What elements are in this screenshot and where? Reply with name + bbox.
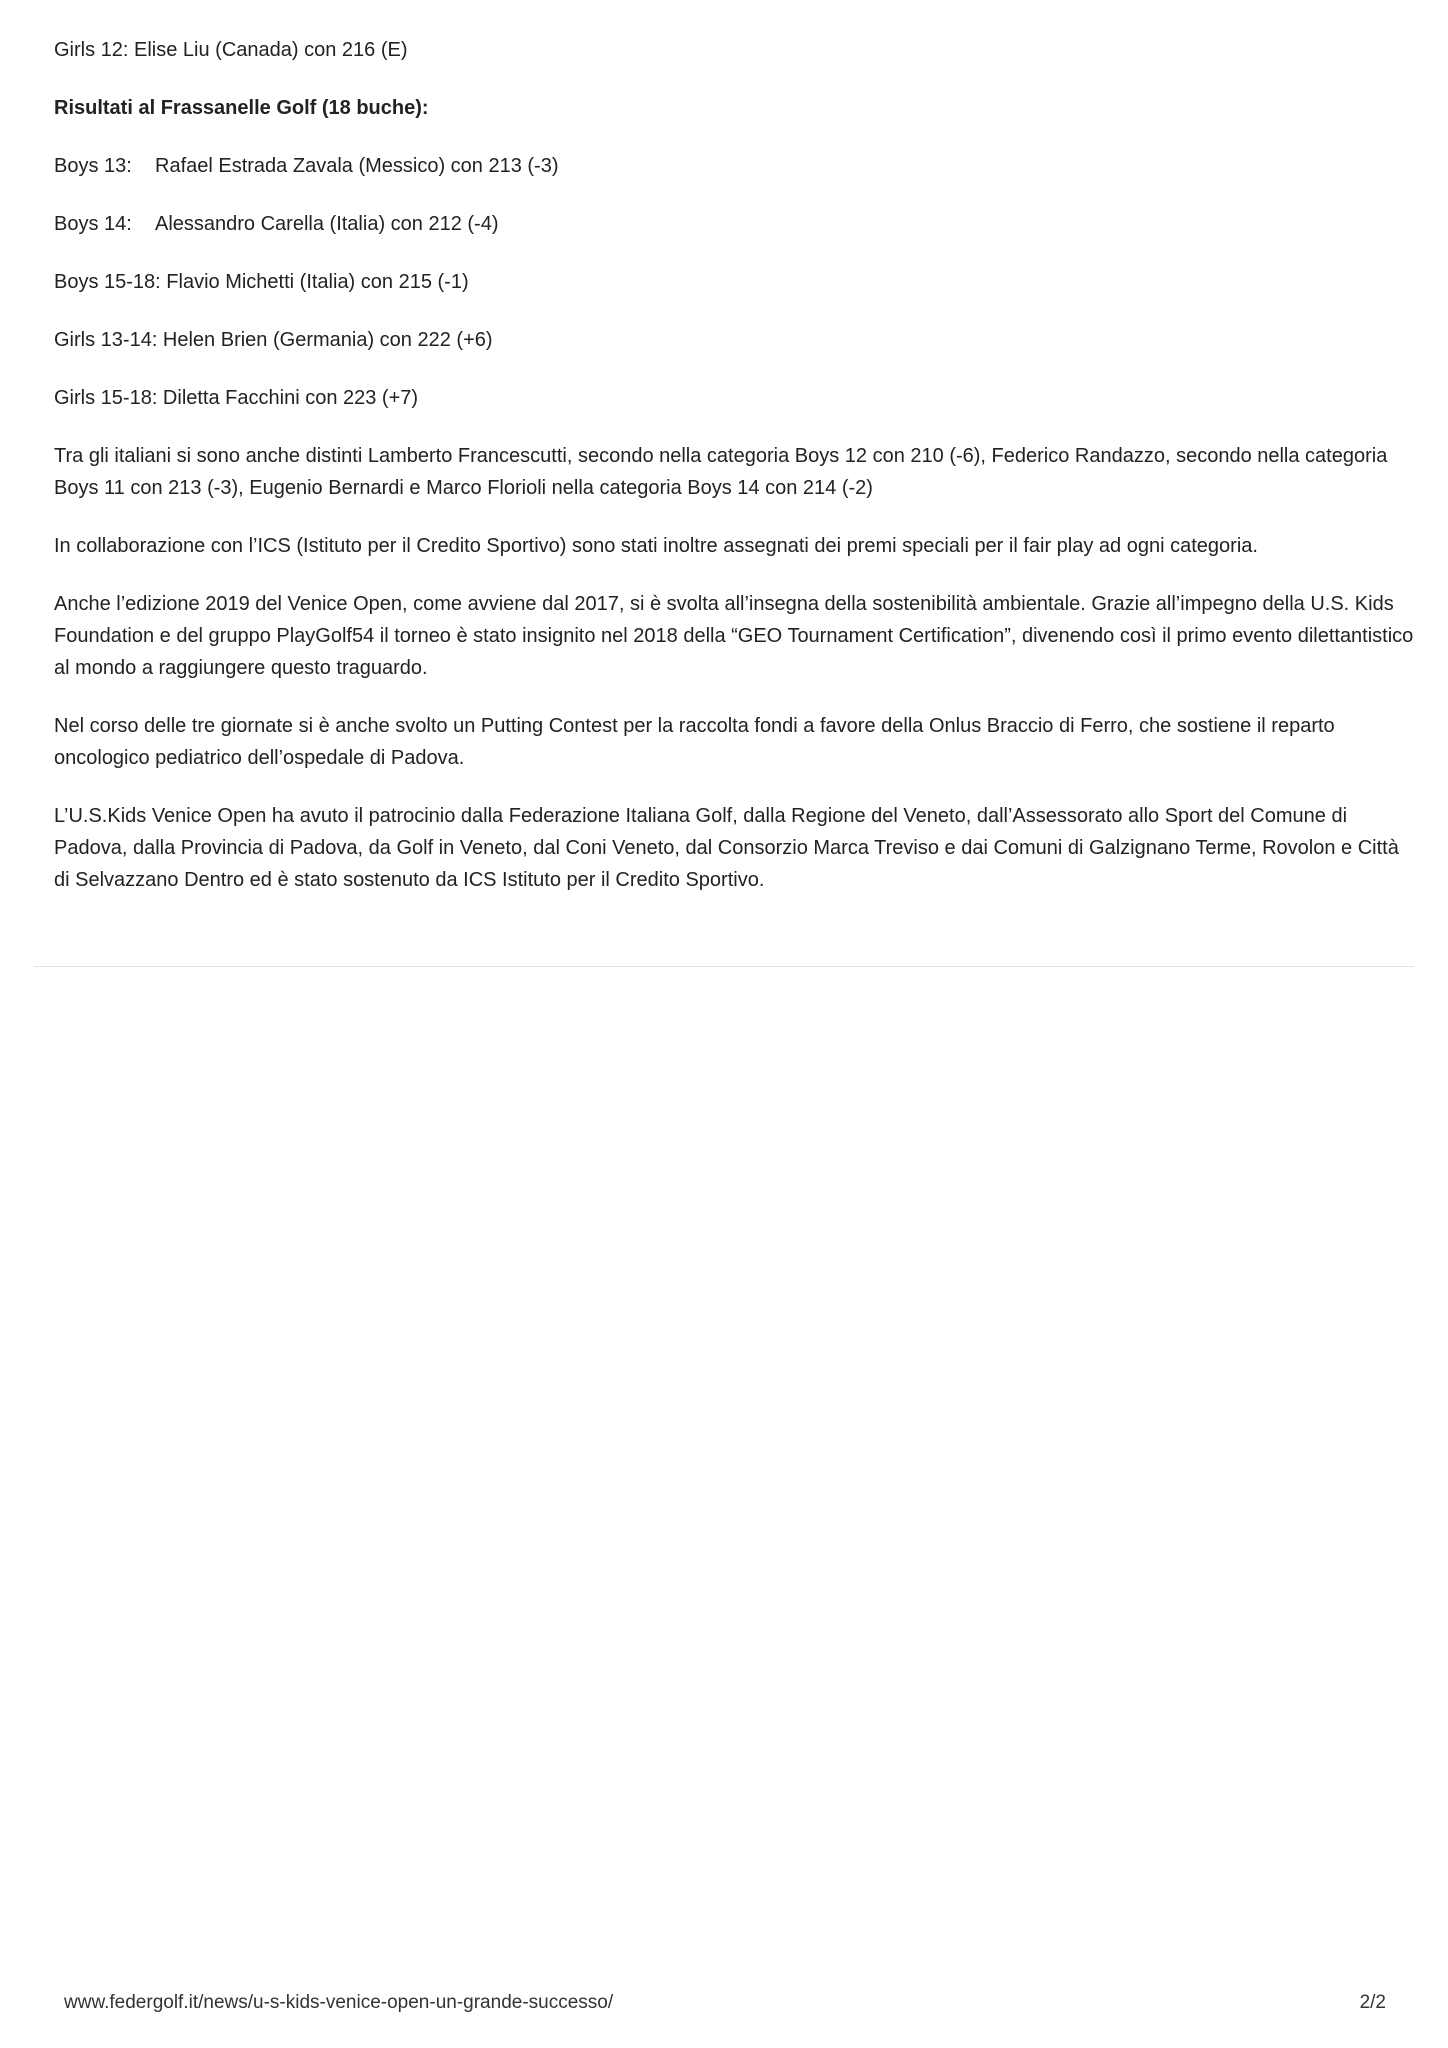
footer-url[interactable]: www.federgolf.it/news/u-s-kids-venice-open-un-grande-successo/ bbox=[64, 1992, 614, 2013]
result-boys-13 bbox=[54, 150, 1414, 182]
result-value: Alessandro Carella (Italia) con 212 (-4) bbox=[155, 213, 499, 235]
paragraph-sostenibilita: Anche l’edizione 2019 del Venice Open, come avviene dal 2017, si è svolta all’insegna della sostenibilità ambientale. Grazie all’impegno della U.S. Kids Foundation e del gruppo PlayGolf54 il torneo è stato insignito nel 2018 della “GEO Tournament Certification”, divenendo così il primo evento dilettantistico al mondo a raggiungere questo traguardo. bbox=[54, 593, 1414, 679]
page-number: 2/2 bbox=[1359, 1992, 1386, 2013]
result-girls-12: Girls 12: Elise Liu (Canada) con 216 (E) bbox=[54, 39, 408, 61]
result-label: Boys 14: bbox=[54, 213, 132, 235]
paragraph-ics: In collaborazione con l’ICS (Istituto per il Credito Sportivo) sono stati inoltre assegnati dei premi speciali per il fair play ad ogni categoria. bbox=[54, 535, 1258, 557]
paragraph-patrocinio: L’U.S.Kids Venice Open ha avuto il patrocinio dalla Federazione Italiana Golf, dalla Regione del Veneto, dall’Assessorato allo Sport del Comune di Padova, dalla Provincia di Padova, da Golf in Veneto, dal Coni Veneto, dal Consorzio Marca Treviso e dai Comuni di Galzignano Terme, Rovolon e Città di Selvazzano Dentro ed è stato sostenuto da ICS Istituto per il Credito Sportivo. bbox=[54, 805, 1399, 891]
result-label: Boys 13: bbox=[54, 155, 132, 177]
result-girls-13-14: Girls 13-14: Helen Brien (Germania) con 222 (+6) bbox=[54, 329, 493, 351]
result-girls-15-18: Girls 15-18: Diletta Facchini con 223 (+7) bbox=[54, 387, 419, 409]
paragraph-italiani: Tra gli italiani si sono anche distinti Lamberto Francescutti, secondo nella categoria Boys 12 con 210 (-6), Federico Randazzo, secondo nella categoria Boys 11 con 213 (-3), Eugenio Bernardi e Marco Florioli nella categoria Boys 14 con 214 (-2) bbox=[54, 445, 1388, 499]
section-divider bbox=[34, 966, 1414, 967]
result-boys-15-18: Boys 15-18: Flavio Michetti (Italia) con 215 (-1) bbox=[54, 271, 469, 293]
article-body bbox=[54, 34, 1414, 922]
result-boys-14 bbox=[54, 208, 1414, 240]
paragraph-putting-contest: Nel corso delle tre giornate si è anche svolto un Putting Contest per la raccolta fondi a favore della Onlus Braccio di Ferro, che sostiene il reparto oncologico pediatrico dell’ospedale di Padova. bbox=[54, 715, 1335, 769]
result-value: Rafael Estrada Zavala (Messico) con 213 (-3) bbox=[155, 155, 559, 177]
section-heading-frassanelle: Risultati al Frassanelle Golf (18 buche): bbox=[54, 97, 429, 119]
